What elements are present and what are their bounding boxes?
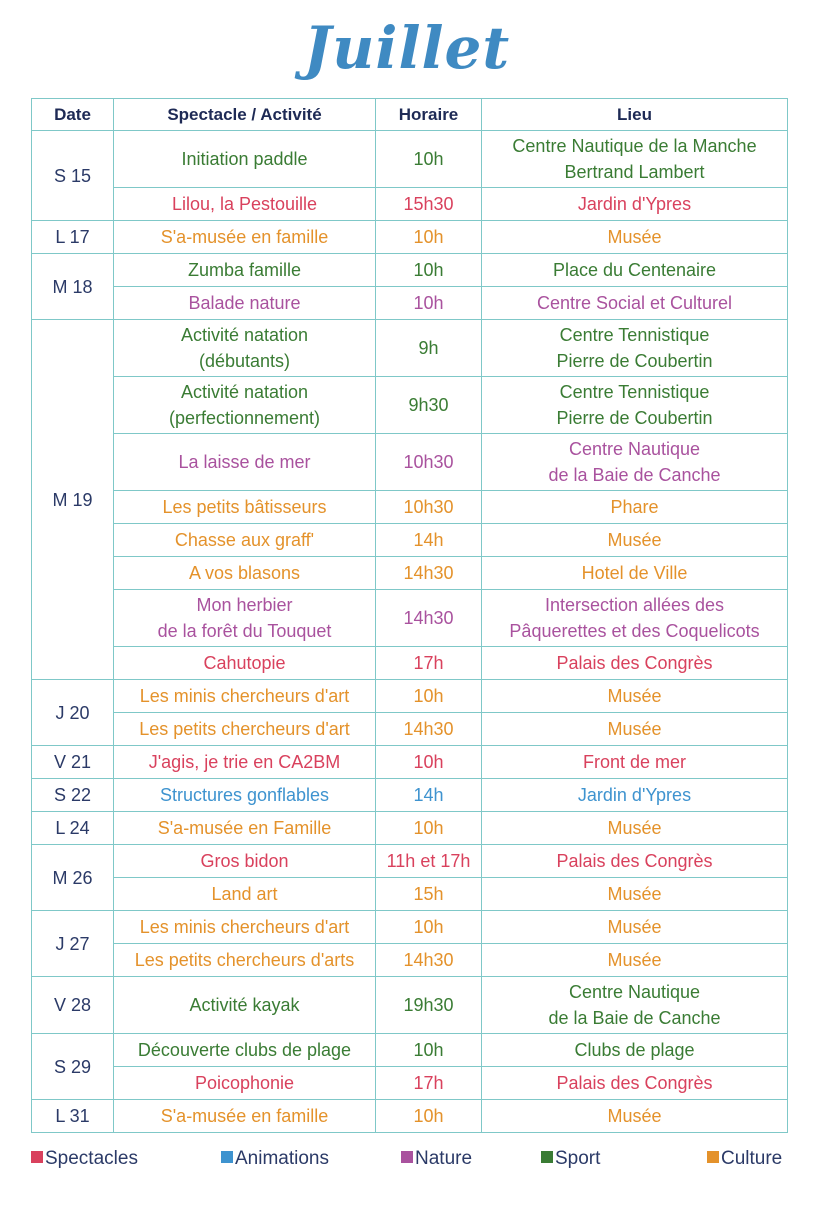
time-cell-text: 17h bbox=[413, 653, 444, 673]
activity-cell bbox=[114, 680, 376, 713]
time-cell-text: 10h bbox=[413, 260, 444, 280]
schedule-body bbox=[32, 131, 788, 1133]
table-header-row bbox=[32, 99, 788, 131]
activity-cell-text: Les petits chercheurs d'arts bbox=[134, 950, 355, 970]
place-cell bbox=[482, 812, 788, 845]
header-activity: Spectacle / Activité bbox=[114, 99, 376, 131]
place-cell-text-line2: Pierre de Coubertin bbox=[556, 408, 713, 428]
activity-cell bbox=[114, 1067, 376, 1100]
time-cell bbox=[376, 944, 482, 977]
activity-cell-text-line2: de la forêt du Touquet bbox=[157, 621, 332, 641]
place-cell-text: Jardin d'Ypres bbox=[577, 194, 692, 214]
table-row bbox=[32, 977, 788, 1034]
activity-cell-text: Balade nature bbox=[188, 293, 301, 313]
activity-cell-text: Les minis chercheurs d'art bbox=[139, 686, 350, 706]
place-cell bbox=[482, 845, 788, 878]
place-cell-text: Musée bbox=[607, 530, 662, 550]
time-cell-text: 19h30 bbox=[403, 995, 454, 1015]
date-cell: M 19 bbox=[32, 320, 114, 680]
activity-cell bbox=[114, 713, 376, 746]
date-cell: S 22 bbox=[32, 779, 114, 812]
place-cell-text: Palais des Congrès bbox=[556, 1073, 713, 1093]
place-cell-text: Jardin d'Ypres bbox=[577, 785, 692, 805]
table-row bbox=[32, 647, 788, 680]
activity-cell-text: Mon herbier bbox=[196, 595, 293, 615]
time-cell-text: 9h bbox=[418, 338, 439, 358]
place-cell-text: Centre Nautique bbox=[568, 982, 701, 1002]
time-cell-text: 15h bbox=[413, 884, 444, 904]
activity-cell bbox=[114, 254, 376, 287]
activity-cell-text-line2: (perfectionnement) bbox=[168, 408, 321, 428]
place-cell-text-line2: Bertrand Lambert bbox=[564, 162, 705, 182]
time-cell bbox=[376, 1067, 482, 1100]
table-row bbox=[32, 590, 788, 647]
activity-cell-text: Les petits chercheurs d'art bbox=[139, 719, 350, 739]
place-cell-text: Musée bbox=[607, 950, 662, 970]
time-cell-text: 14h30 bbox=[403, 950, 454, 970]
time-cell bbox=[376, 188, 482, 221]
activity-cell-text-line2: (débutants) bbox=[198, 351, 291, 371]
legend-swatch bbox=[221, 1151, 233, 1163]
table-row bbox=[32, 557, 788, 590]
date-cell: V 28 bbox=[32, 977, 114, 1034]
place-cell-text: Centre Social et Culturel bbox=[536, 293, 733, 313]
place-cell bbox=[482, 779, 788, 812]
legend-label: Animations bbox=[235, 1148, 329, 1169]
place-cell bbox=[482, 188, 788, 221]
time-cell-text: 10h bbox=[413, 686, 444, 706]
time-cell bbox=[376, 377, 482, 434]
time-cell-text: 10h bbox=[413, 293, 444, 313]
place-cell bbox=[482, 131, 788, 188]
time-cell bbox=[376, 746, 482, 779]
table-row bbox=[32, 812, 788, 845]
place-cell-text-line2: Pâquerettes et des Coquelicots bbox=[509, 621, 760, 641]
activity-cell bbox=[114, 779, 376, 812]
place-cell-text: Clubs de plage bbox=[574, 1040, 695, 1060]
date-cell: S 29 bbox=[32, 1034, 114, 1100]
activity-cell bbox=[114, 878, 376, 911]
time-cell-text: 10h30 bbox=[403, 497, 454, 517]
place-cell bbox=[482, 1034, 788, 1067]
place-cell-text: Hotel de Ville bbox=[581, 563, 688, 583]
activity-cell-text: Lilou, la Pestouille bbox=[171, 194, 318, 214]
activity-cell-text: Poicophonie bbox=[194, 1073, 295, 1093]
activity-cell-text: Chasse aux graff' bbox=[174, 530, 315, 550]
activity-cell-text: Initiation paddle bbox=[181, 149, 308, 169]
place-cell bbox=[482, 557, 788, 590]
time-cell bbox=[376, 713, 482, 746]
legend-label: Sport bbox=[555, 1148, 601, 1169]
time-cell-text: 11h et 17h bbox=[386, 851, 471, 871]
place-cell-text: Centre Tennistique bbox=[559, 382, 710, 402]
place-cell-text: Centre Nautique bbox=[568, 439, 701, 459]
time-cell bbox=[376, 524, 482, 557]
activity-cell bbox=[114, 1034, 376, 1067]
activity-cell bbox=[114, 812, 376, 845]
time-cell bbox=[376, 287, 482, 320]
time-cell bbox=[376, 812, 482, 845]
schedule-table bbox=[31, 98, 788, 1133]
activity-cell bbox=[114, 746, 376, 779]
activity-cell-text: Cahutopie bbox=[203, 653, 286, 673]
time-cell bbox=[376, 434, 482, 491]
activity-cell bbox=[114, 434, 376, 491]
activity-cell-text: Découverte clubs de plage bbox=[137, 1040, 352, 1060]
activity-cell-text: Zumba famille bbox=[187, 260, 302, 280]
place-cell bbox=[482, 287, 788, 320]
activity-cell bbox=[114, 188, 376, 221]
place-cell bbox=[482, 911, 788, 944]
place-cell bbox=[482, 713, 788, 746]
place-cell-text-line2: Pierre de Coubertin bbox=[556, 351, 713, 371]
table-row bbox=[32, 320, 788, 377]
place-cell bbox=[482, 221, 788, 254]
table-row bbox=[32, 188, 788, 221]
activity-cell bbox=[114, 911, 376, 944]
activity-cell-text: La laisse de mer bbox=[178, 452, 311, 472]
time-cell bbox=[376, 131, 482, 188]
time-cell bbox=[376, 878, 482, 911]
table-row bbox=[32, 779, 788, 812]
activity-cell bbox=[114, 647, 376, 680]
time-cell bbox=[376, 254, 482, 287]
table-row bbox=[32, 1067, 788, 1100]
table-row bbox=[32, 221, 788, 254]
place-cell bbox=[482, 680, 788, 713]
legend-item-cult bbox=[707, 1148, 782, 1170]
activity-cell-text: Les minis chercheurs d'art bbox=[139, 917, 350, 937]
time-cell-text: 10h bbox=[413, 752, 444, 772]
table-row bbox=[32, 944, 788, 977]
date-cell: M 26 bbox=[32, 845, 114, 911]
place-cell-text: Centre Tennistique bbox=[559, 325, 710, 345]
legend-item-nat bbox=[401, 1148, 472, 1170]
activity-cell-text: Structures gonflables bbox=[159, 785, 330, 805]
place-cell bbox=[482, 320, 788, 377]
table-row bbox=[32, 287, 788, 320]
activity-cell bbox=[114, 221, 376, 254]
time-cell bbox=[376, 1100, 482, 1133]
place-cell-text: Musée bbox=[607, 917, 662, 937]
header-date: Date bbox=[32, 99, 114, 131]
page-title: Juillet bbox=[303, 14, 511, 82]
activity-cell bbox=[114, 287, 376, 320]
place-cell-text: Musée bbox=[607, 1106, 662, 1126]
place-cell bbox=[482, 647, 788, 680]
header-time: Horaire bbox=[376, 99, 482, 131]
time-cell-text: 14h30 bbox=[403, 719, 454, 739]
place-cell-text: Palais des Congrès bbox=[556, 653, 713, 673]
activity-cell bbox=[114, 977, 376, 1034]
activity-cell bbox=[114, 944, 376, 977]
time-cell-text: 17h bbox=[413, 1073, 444, 1093]
date-cell: S 15 bbox=[32, 131, 114, 221]
place-cell bbox=[482, 977, 788, 1034]
place-cell-text: Palais des Congrès bbox=[556, 851, 713, 871]
time-cell-text: 15h30 bbox=[403, 194, 454, 214]
activity-cell bbox=[114, 590, 376, 647]
place-cell bbox=[482, 377, 788, 434]
place-cell bbox=[482, 434, 788, 491]
legend-swatch bbox=[31, 1151, 43, 1163]
place-cell-text-line2: de la Baie de Canche bbox=[548, 465, 721, 485]
table-row bbox=[32, 254, 788, 287]
time-cell-text: 14h30 bbox=[403, 563, 454, 583]
place-cell bbox=[482, 524, 788, 557]
place-cell bbox=[482, 1100, 788, 1133]
time-cell-text: 10h bbox=[413, 1040, 444, 1060]
time-cell bbox=[376, 911, 482, 944]
legend-label: Culture bbox=[721, 1148, 783, 1169]
time-cell bbox=[376, 977, 482, 1034]
place-cell bbox=[482, 746, 788, 779]
activity-cell bbox=[114, 845, 376, 878]
time-cell bbox=[376, 590, 482, 647]
table-row bbox=[32, 1100, 788, 1133]
header-place: Lieu bbox=[482, 99, 788, 131]
date-cell: L 24 bbox=[32, 812, 114, 845]
time-cell-text: 9h30 bbox=[408, 395, 449, 415]
time-cell-text: 10h bbox=[413, 917, 444, 937]
table-row bbox=[32, 680, 788, 713]
place-cell-text: Musée bbox=[607, 719, 662, 739]
date-cell: V 21 bbox=[32, 746, 114, 779]
activity-cell-text: Land art bbox=[211, 884, 278, 904]
table-row bbox=[32, 377, 788, 434]
table-row bbox=[32, 131, 788, 188]
time-cell bbox=[376, 845, 482, 878]
time-cell-text: 10h bbox=[413, 149, 444, 169]
legend bbox=[31, 1148, 791, 1172]
legend-swatch bbox=[707, 1151, 719, 1163]
legend-swatch bbox=[401, 1151, 413, 1163]
date-cell: J 20 bbox=[32, 680, 114, 746]
table-row bbox=[32, 1034, 788, 1067]
legend-item-spec bbox=[31, 1148, 138, 1170]
time-cell-text: 14h30 bbox=[403, 608, 454, 628]
place-cell-text: Musée bbox=[607, 686, 662, 706]
activity-cell bbox=[114, 377, 376, 434]
time-cell-text: 14h bbox=[413, 785, 444, 805]
legend-label: Nature bbox=[415, 1148, 473, 1169]
table-row bbox=[32, 878, 788, 911]
legend-label: Spectacles bbox=[45, 1148, 138, 1169]
time-cell bbox=[376, 221, 482, 254]
activity-cell-text: J'agis, je trie en CA2BM bbox=[148, 752, 341, 772]
place-cell-text: Phare bbox=[610, 497, 659, 517]
legend-swatch bbox=[541, 1151, 553, 1163]
activity-cell bbox=[114, 491, 376, 524]
place-cell-text: Musée bbox=[607, 884, 662, 904]
place-cell-text: Centre Nautique de la Manche bbox=[512, 136, 757, 156]
place-cell-text: Front de mer bbox=[582, 752, 687, 772]
activity-cell-text: S'a-musée en Famille bbox=[157, 818, 332, 838]
date-cell: L 31 bbox=[32, 1100, 114, 1133]
time-cell bbox=[376, 557, 482, 590]
activity-cell-text: S'a-musée en famille bbox=[160, 227, 329, 247]
activity-cell bbox=[114, 131, 376, 188]
place-cell bbox=[482, 254, 788, 287]
time-cell bbox=[376, 1034, 482, 1067]
table-row bbox=[32, 434, 788, 491]
activity-cell-text: Les petits bâtisseurs bbox=[162, 497, 327, 517]
activity-cell-text: Activité natation bbox=[180, 325, 309, 345]
time-cell bbox=[376, 680, 482, 713]
date-cell: J 27 bbox=[32, 911, 114, 977]
table-row bbox=[32, 713, 788, 746]
table-row bbox=[32, 746, 788, 779]
activity-cell-text: S'a-musée en famille bbox=[160, 1106, 329, 1126]
table-row bbox=[32, 491, 788, 524]
time-cell-text: 10h bbox=[413, 818, 444, 838]
place-cell-text: Musée bbox=[607, 227, 662, 247]
activity-cell bbox=[114, 1100, 376, 1133]
place-cell bbox=[482, 878, 788, 911]
time-cell-text: 14h bbox=[413, 530, 444, 550]
place-cell-text: Intersection allées des bbox=[544, 595, 725, 615]
activity-cell-text: A vos blasons bbox=[188, 563, 301, 583]
time-cell bbox=[376, 647, 482, 680]
legend-item-sport bbox=[541, 1148, 600, 1170]
place-cell bbox=[482, 1067, 788, 1100]
place-cell bbox=[482, 590, 788, 647]
table-row bbox=[32, 524, 788, 557]
table-row bbox=[32, 911, 788, 944]
activity-cell bbox=[114, 557, 376, 590]
time-cell-text: 10h bbox=[413, 1106, 444, 1126]
time-cell bbox=[376, 320, 482, 377]
place-cell bbox=[482, 491, 788, 524]
date-cell: L 17 bbox=[32, 221, 114, 254]
table-row bbox=[32, 845, 788, 878]
activity-cell bbox=[114, 524, 376, 557]
activity-cell-text: Gros bidon bbox=[200, 851, 289, 871]
place-cell-text-line2: de la Baie de Canche bbox=[548, 1008, 721, 1028]
time-cell bbox=[376, 779, 482, 812]
activity-cell bbox=[114, 320, 376, 377]
time-cell-text: 10h bbox=[413, 227, 444, 247]
time-cell bbox=[376, 491, 482, 524]
place-cell bbox=[482, 944, 788, 977]
place-cell-text: Musée bbox=[607, 818, 662, 838]
time-cell-text: 10h30 bbox=[403, 452, 454, 472]
activity-cell-text: Activité kayak bbox=[189, 995, 300, 1015]
legend-item-anim bbox=[221, 1148, 329, 1170]
activity-cell-text: Activité natation bbox=[180, 382, 309, 402]
date-cell: M 18 bbox=[32, 254, 114, 320]
place-cell-text: Place du Centenaire bbox=[552, 260, 717, 280]
